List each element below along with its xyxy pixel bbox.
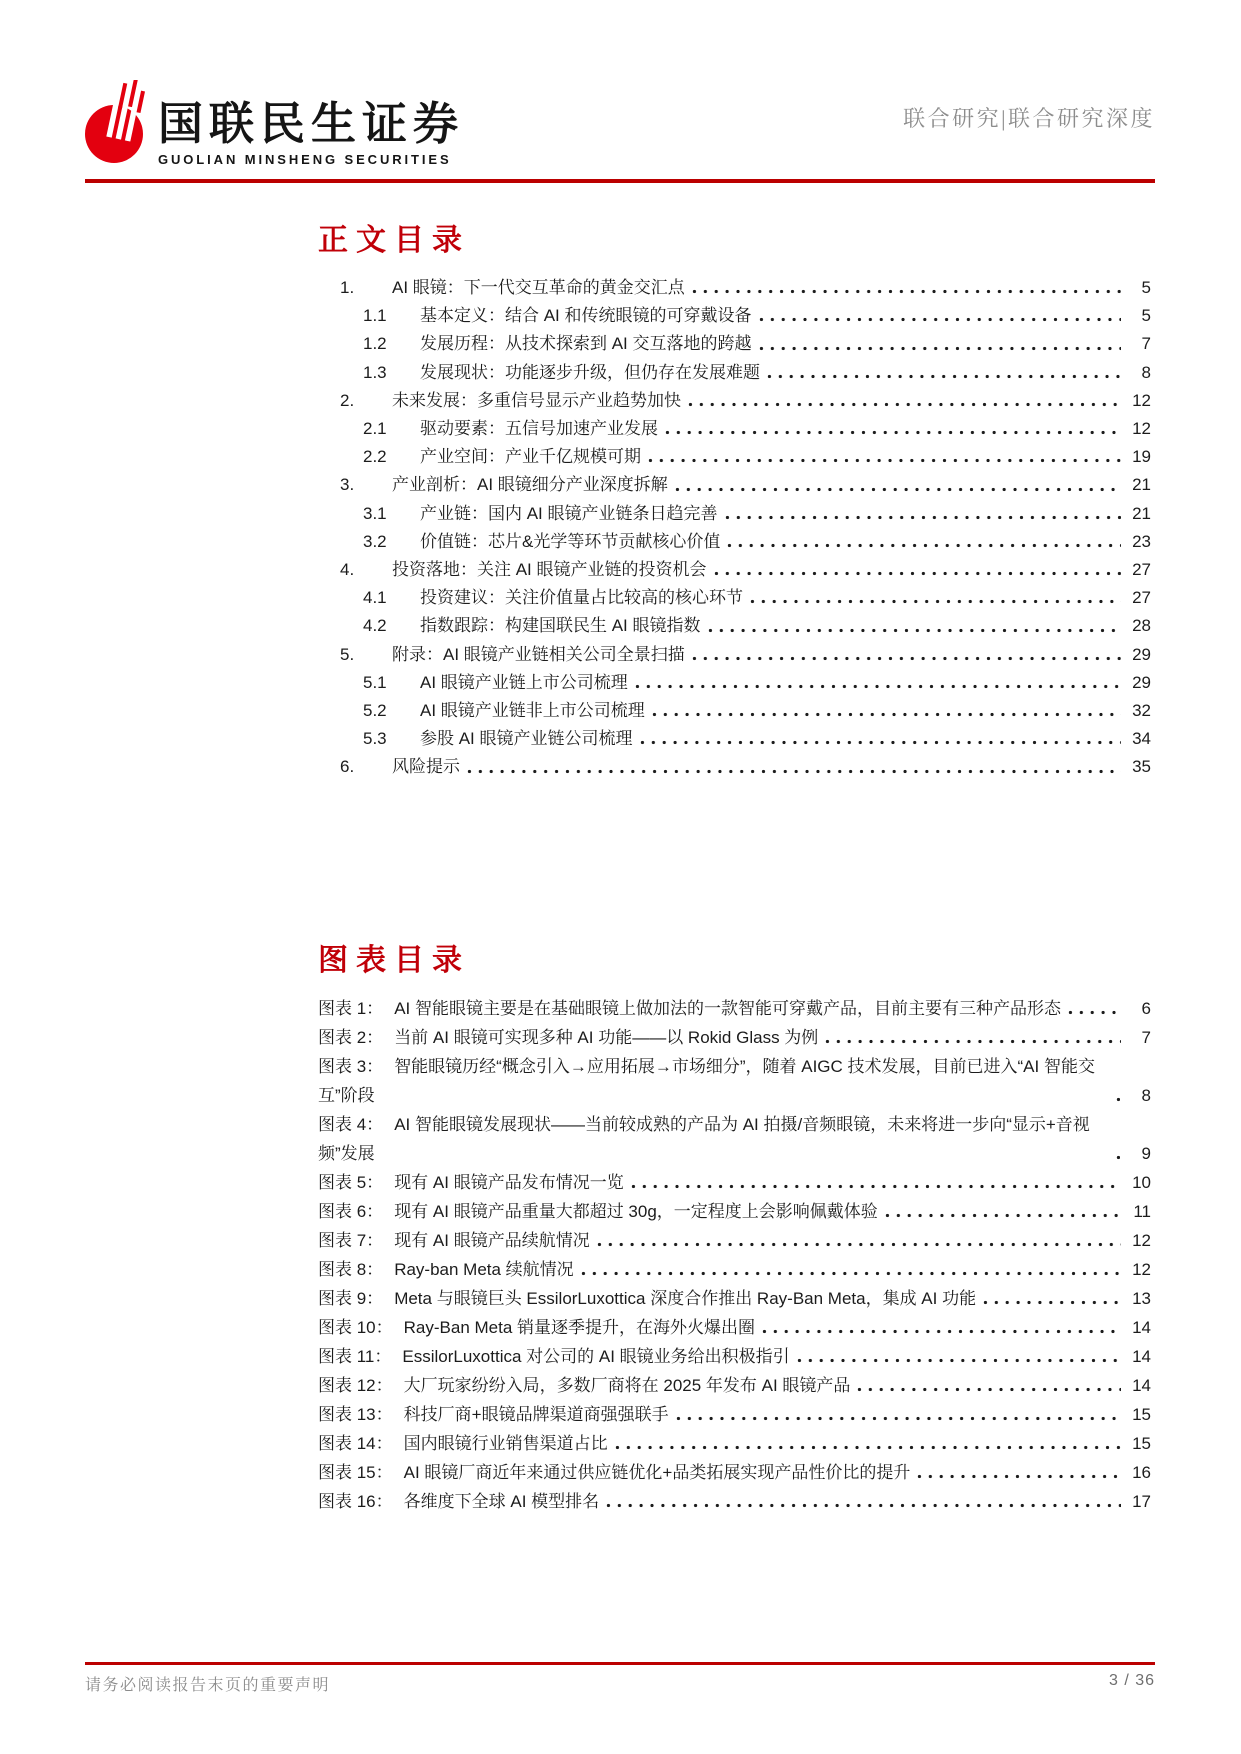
toc-entry-number: 2.1 (363, 419, 387, 439)
main-toc-section (318, 222, 1151, 782)
dot-leader (794, 1356, 1121, 1365)
dot-leader (672, 485, 1121, 494)
toc-entry-page: 27 (1132, 588, 1151, 608)
toc-entry-title: 附录：AI 眼镜产业链相关公司全景扫描 (392, 644, 685, 664)
figure-entry-page: 12 (1132, 1260, 1151, 1279)
toc-entry-page: 29 (1132, 644, 1151, 664)
figure-entry-text (318, 1400, 669, 1429)
figure-toc-entry[interactable] (318, 994, 1151, 1023)
dot-leader (724, 541, 1121, 550)
toc-entry-number: 3.2 (363, 531, 387, 551)
toc-entry[interactable] (318, 387, 1151, 415)
toc-entry-title: 指数跟踪：构建国联民生 AI 眼镜指数 (420, 616, 701, 636)
footer-page-indicator: 3 / 36 (1108, 1672, 1155, 1689)
dot-leader (764, 372, 1121, 381)
toc-entry-number: 5.2 (363, 701, 387, 721)
figure-entry-label: 图表 16： (318, 1492, 393, 1511)
toc-entry-title: 投资落地：关注 AI 眼镜产业链的投资机会 (392, 560, 707, 580)
figure-entry-page: 13 (1132, 1289, 1151, 1308)
figure-entry-label: 图表 7： (318, 1231, 384, 1250)
figure-entry-title: 国内眼镜行业销售渠道占比 (403, 1434, 608, 1453)
figure-entry-title: 智能眼镜历经“概念引入→应用拓展→市场细分”，随着 AIGC 技术发展，目前已进入“AI 智能交互”阶段 (318, 1057, 1095, 1105)
figure-entry-text (318, 1284, 976, 1313)
toc-entry-number: 3.1 (363, 503, 387, 523)
toc-entry-number: 1.3 (363, 362, 387, 382)
figure-entry-title: Ray-ban Meta 续航情况 (394, 1260, 574, 1279)
toc-entry-number: 4.2 (363, 616, 387, 636)
dot-leader (882, 1211, 1121, 1220)
footer-rule (85, 1662, 1155, 1665)
figure-entry-title: 现有 AI 眼镜产品重量大都超过 30g，一定程度上会影响佩戴体验 (394, 1202, 878, 1221)
toc-entry[interactable] (318, 330, 1151, 358)
brand-name-cn: 国联民生证券 (158, 98, 465, 149)
figure-entry-title: 现有 AI 眼镜产品发布情况一览 (394, 1173, 624, 1192)
dot-leader (685, 400, 1121, 409)
figure-entry-label: 图表 14： (318, 1434, 393, 1453)
figure-entry-label: 图表 13： (318, 1405, 393, 1424)
dot-leader (756, 315, 1121, 324)
toc-entry[interactable] (318, 471, 1151, 499)
toc-entry-title: 未来发展：多重信号显示产业趋势加快 (392, 390, 681, 410)
toc-entry[interactable] (318, 415, 1151, 443)
dot-leader (689, 654, 1121, 663)
dot-leader (1113, 1153, 1121, 1162)
figure-toc-entry[interactable] (318, 1487, 1151, 1516)
figure-entry-text (318, 1342, 790, 1371)
toc-entry[interactable] (318, 612, 1151, 640)
figure-entry-title: Ray-Ban Meta 销量逐季提升，在海外火爆出圈 (403, 1318, 756, 1337)
figure-entry-text (318, 1168, 624, 1197)
toc-entry-number: 1. (340, 278, 355, 297)
figure-entry-page: 14 (1132, 1318, 1151, 1337)
figure-entry-label: 图表 10： (318, 1318, 393, 1337)
dot-leader (1113, 1095, 1121, 1104)
figure-entry-page: 15 (1132, 1434, 1151, 1453)
figure-entry-label: 图表 1： (318, 999, 384, 1018)
toc-entry-page: 12 (1132, 390, 1151, 410)
toc-entry-title: 风险提示 (392, 757, 460, 777)
figure-toc-entry[interactable] (318, 1342, 1151, 1371)
toc-entry-title: 基本定义：结合 AI 和传统眼镜的可穿戴设备 (420, 306, 752, 326)
dot-leader (662, 428, 1121, 437)
figure-entry-label: 图表 8： (318, 1260, 384, 1279)
toc-entry-title: 发展历程：从技术探索到 AI 交互落地的跨越 (420, 334, 752, 354)
toc-entry[interactable] (318, 584, 1151, 612)
figure-toc-entry[interactable] (318, 1284, 1151, 1313)
toc-entry-page: 28 (1132, 616, 1151, 636)
toc-entry[interactable] (318, 528, 1151, 556)
brand-text (158, 80, 464, 167)
figure-entry-page: 8 (1141, 1086, 1151, 1105)
figure-entry-text (318, 1226, 590, 1255)
toc-entry-number: 6. (340, 757, 355, 777)
toc-entry[interactable] (318, 500, 1151, 528)
toc-entry[interactable] (318, 669, 1151, 697)
figure-entry-text (318, 1487, 599, 1516)
toc-entry-page: 34 (1132, 729, 1151, 749)
toc-entry-page: 32 (1132, 701, 1151, 721)
toc-entry[interactable] (318, 753, 1151, 781)
figure-entry-title: Meta 与眼镜巨头 EssilorLuxottica 深度合作推出 Ray-Ban Meta，集成 AI 功能 (394, 1289, 977, 1308)
figure-toc-entry[interactable] (318, 1371, 1151, 1400)
figure-entry-title: 现有 AI 眼镜产品续航情况 (394, 1231, 590, 1250)
figure-entry-page: 9 (1141, 1144, 1151, 1163)
dot-leader (689, 287, 1121, 296)
figure-entry-text (318, 1313, 755, 1342)
toc-entry-number: 4. (340, 560, 355, 580)
figure-toc-title: 图表目录 (318, 944, 470, 977)
toc-entry-title: 投资建议：关注价值量占比较高的核心环节 (420, 588, 743, 608)
toc-entry-page: 27 (1132, 560, 1151, 580)
figure-entry-title: 各维度下全球 AI 模型排名 (403, 1492, 600, 1511)
figure-entry-page: 10 (1132, 1173, 1151, 1192)
dot-leader (578, 1269, 1121, 1278)
toc-entry-page: 5 (1141, 278, 1151, 297)
dot-leader (603, 1501, 1121, 1510)
figure-entry-title: AI 智能眼镜发展现状——当前较成熟的产品为 AI 拍摄/音频眼镜，未来将进一步向“显示+音视频”发展 (318, 1115, 1090, 1163)
dot-leader (854, 1385, 1121, 1394)
figure-toc-entry[interactable] (318, 1110, 1151, 1168)
figure-toc-entry[interactable] (318, 1052, 1151, 1110)
figure-entry-text (318, 1371, 850, 1400)
figure-toc-entry[interactable] (318, 1168, 1151, 1197)
main-toc-title: 正文目录 (318, 224, 470, 257)
toc-entry-page: 5 (1141, 306, 1151, 326)
dot-leader (673, 1414, 1121, 1423)
toc-entry[interactable] (318, 443, 1151, 471)
figure-entry-title: EssilorLuxottica 对公司的 AI 眼镜业务给出积极指引 (402, 1347, 790, 1366)
toc-entry-page: 19 (1132, 447, 1151, 467)
dot-leader (594, 1240, 1121, 1249)
dot-leader (645, 456, 1121, 465)
dot-leader (980, 1298, 1121, 1307)
figure-entry-text (318, 1255, 574, 1284)
figure-toc-entry[interactable] (318, 1458, 1151, 1487)
figure-entry-label: 图表 4： (318, 1115, 384, 1134)
figure-entry-label: 图表 11： (318, 1347, 392, 1366)
figure-entry-page: 16 (1132, 1463, 1151, 1482)
figure-entry-text (318, 994, 1061, 1023)
footer-disclaimer: 请务必阅读报告末页的重要声明 (85, 1677, 331, 1694)
toc-entry-page: 12 (1132, 419, 1151, 439)
dot-leader (632, 682, 1121, 691)
dot-leader (705, 626, 1121, 635)
dot-leader (747, 597, 1121, 606)
figure-toc-section (318, 942, 1151, 1516)
figure-entry-label: 图表 2： (318, 1028, 384, 1047)
toc-entry-page: 29 (1132, 672, 1151, 692)
dot-leader (711, 569, 1121, 578)
toc-entry-number: 5.1 (363, 672, 387, 692)
toc-entry[interactable] (318, 725, 1151, 753)
figure-entry-title: AI 智能眼镜主要是在基础眼镜上做加法的一款智能可穿戴产品，目前主要有三种产品形态 (394, 999, 1061, 1018)
figure-entry-text (318, 1023, 818, 1052)
figure-entry-label: 图表 3： (318, 1057, 384, 1076)
figure-entry-label: 图表 15： (318, 1463, 393, 1482)
toc-entry-page: 7 (1141, 334, 1151, 354)
toc-entry[interactable] (318, 302, 1151, 330)
figure-toc-entry[interactable] (318, 1197, 1151, 1226)
figure-toc-entry[interactable] (318, 1429, 1151, 1458)
figure-entry-label: 图表 6： (318, 1202, 384, 1221)
figure-entry-label: 图表 9： (318, 1289, 384, 1308)
toc-entry-title: 产业空间：产业千亿规模可期 (420, 447, 641, 467)
figure-entry-page: 15 (1132, 1405, 1151, 1424)
figure-entry-label: 图表 12： (318, 1376, 393, 1395)
figure-entry-page: 12 (1132, 1231, 1151, 1250)
figure-entry-title: AI 眼镜厂商近年来通过供应链优化+品类拓展实现产品性价比的提升 (403, 1463, 911, 1482)
figure-entry-page: 7 (1141, 1028, 1151, 1047)
figure-entry-title: 科技厂商+眼镜品牌渠道商强强联手 (403, 1405, 669, 1424)
toc-entry-page: 23 (1132, 531, 1151, 551)
header-rule (85, 179, 1155, 183)
toc-entry-title: 参股 AI 眼镜产业链公司梳理 (420, 729, 633, 749)
toc-entry-title: AI 眼镜产业链非上市公司梳理 (420, 701, 645, 721)
toc-entry[interactable] (318, 274, 1151, 302)
figure-toc-entry[interactable] (318, 1400, 1151, 1429)
dot-leader (649, 710, 1121, 719)
figure-toc-entry[interactable] (318, 1226, 1151, 1255)
toc-entry-number: 2. (340, 390, 355, 410)
toc-entry[interactable] (318, 641, 1151, 669)
figure-entry-title: 当前 AI 眼镜可实现多种 AI 功能——以 Rokid Glass 为例 (394, 1028, 819, 1047)
toc-entry-number: 1.1 (363, 306, 387, 326)
figure-entry-text (318, 1197, 878, 1226)
figure-entry-page: 11 (1133, 1202, 1151, 1221)
figure-toc-entry[interactable] (318, 1313, 1151, 1342)
toc-entry-page: 35 (1132, 757, 1151, 777)
figure-entry-text (318, 1458, 910, 1487)
figure-entry-text (318, 1429, 608, 1458)
toc-entry-title: 价值链：芯片&光学等环节贡献核心价值 (420, 531, 721, 551)
figure-entry-page: 14 (1132, 1376, 1151, 1395)
figure-entry-text (318, 1052, 1109, 1110)
dot-leader (759, 1327, 1121, 1336)
toc-entry-page: 21 (1132, 503, 1151, 523)
toc-entry-number: 3. (340, 475, 355, 495)
dot-leader (628, 1182, 1121, 1191)
figure-entry-text (318, 1110, 1109, 1168)
brand-logo (84, 80, 464, 167)
figure-entry-title: 大厂玩家纷纷入局，多数厂商将在 2025 年发布 AI 眼镜产品 (403, 1376, 851, 1395)
toc-entry-title: 产业剖析：AI 眼镜细分产业深度拆解 (392, 475, 668, 495)
toc-entry-title: AI 眼镜产业链上市公司梳理 (420, 672, 628, 692)
dot-leader (464, 767, 1121, 776)
dot-leader (822, 1037, 1121, 1046)
toc-entry[interactable] (318, 556, 1151, 584)
figure-entry-page: 17 (1132, 1492, 1151, 1511)
dot-leader (637, 738, 1121, 747)
toc-entry-number: 2.2 (363, 447, 387, 467)
toc-entry-title: 发展现状：功能逐步升级，但仍存在发展难题 (420, 362, 760, 382)
dot-leader (612, 1443, 1121, 1452)
toc-entry[interactable] (318, 697, 1151, 725)
dot-leader (722, 513, 1121, 522)
dot-leader (756, 344, 1121, 353)
dot-leader (914, 1472, 1121, 1481)
toc-entry-title: AI 眼镜：下一代交互革命的黄金交汇点 (392, 278, 685, 297)
figure-toc-entry[interactable] (318, 1023, 1151, 1052)
toc-entry-number: 5.3 (363, 729, 387, 749)
brand-name-en: GUOLIAN MINSHENG SECURITIES (158, 152, 452, 168)
toc-entry-title: 驱动要素：五信号加速产业发展 (420, 419, 658, 439)
toc-entry-page: 21 (1132, 475, 1151, 495)
report-category: 联合研究|联合研究深度 (903, 106, 1155, 131)
guolian-logo-icon (84, 80, 150, 166)
toc-entry[interactable] (318, 359, 1151, 387)
figure-entry-page: 14 (1132, 1347, 1151, 1366)
figure-entry-label: 图表 5： (318, 1173, 384, 1192)
toc-entry-number: 1.2 (363, 334, 387, 354)
figure-toc-list (318, 994, 1151, 1516)
toc-entry-page: 8 (1141, 362, 1151, 382)
toc-entry-number: 4.1 (363, 588, 387, 608)
figure-toc-entry[interactable] (318, 1255, 1151, 1284)
main-toc-list (318, 274, 1151, 782)
figure-entry-page: 6 (1141, 999, 1151, 1018)
toc-entry-number: 5. (340, 644, 355, 664)
toc-entry-title: 产业链：国内 AI 眼镜产业链条日趋完善 (420, 503, 718, 523)
dot-leader (1065, 1008, 1121, 1017)
